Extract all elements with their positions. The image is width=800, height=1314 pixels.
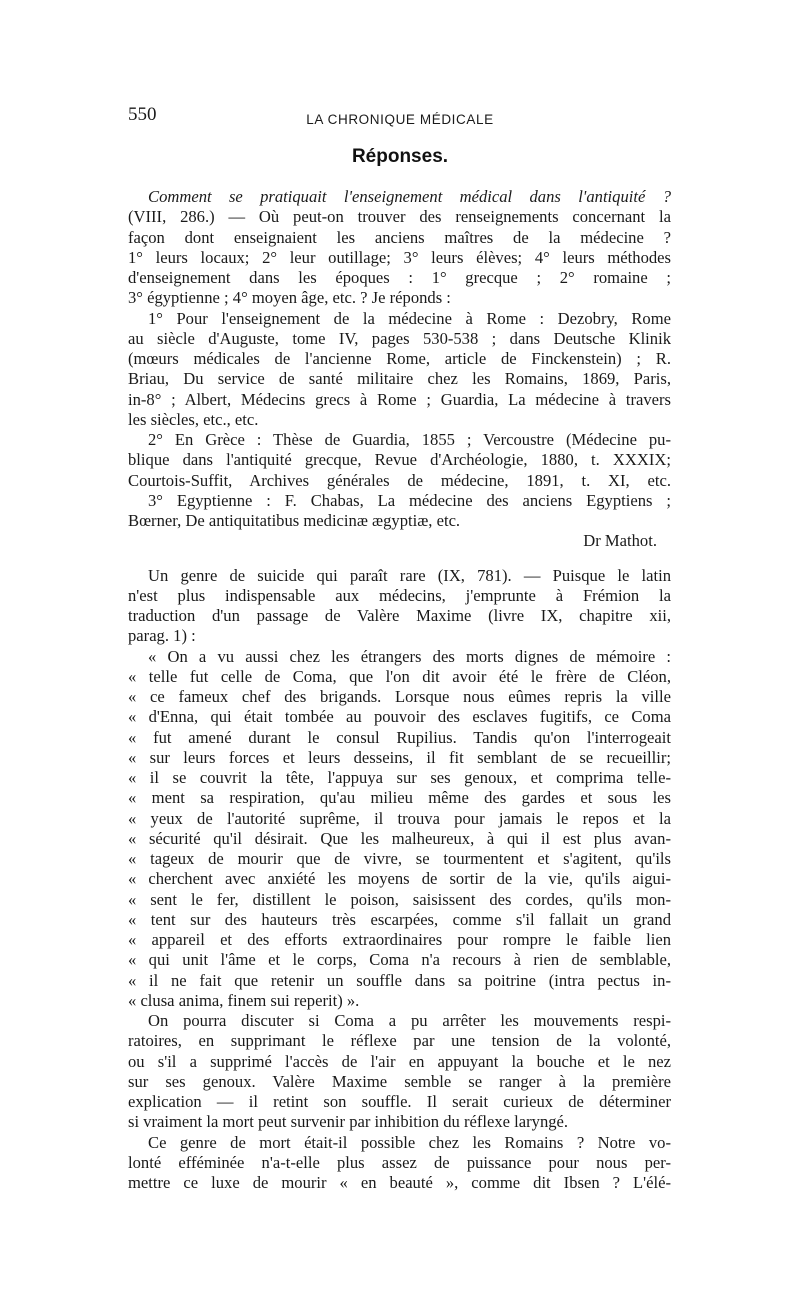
- text-line: « qui unit l'âme et le corps, Coma n'a recours à rien de semblable,: [128, 950, 671, 970]
- text-line: 3° égyptienne ; 4° moyen âge, etc. ? Je réponds :: [128, 288, 451, 308]
- text-line: « fut amené durant le consul Rupilius. Tandis qu'on l'interrogeait: [128, 727, 671, 747]
- text-line: « ce fameux chef des brigands. Lorsque nous eûmes repris la ville: [128, 687, 671, 706]
- text-line: les siècles, etc., etc.: [128, 409, 259, 429]
- text-line: Bœrner, De antiquitatibus medicinæ ægyptiæ, etc.: [128, 511, 461, 530]
- text-line: « il ne fait que retenir un souffle dans sa poitrine (intra pectus in-: [128, 970, 671, 990]
- text-line: si vraiment la mort peut survenir par inhibition du réflexe laryngé.: [128, 1112, 569, 1132]
- text-line: 1° Pour l'enseignement de la médecine à Rome : Dezobry, Rome: [148, 308, 671, 328]
- page-body: [128, 187, 671, 1193]
- text-line: parag. 1) :: [128, 626, 196, 646]
- text-line: n'est plus indispensable aux médecins, j'emprunte à Frémion la: [128, 585, 671, 605]
- text-line: Un genre de suicide qui paraît rare (IX, 781). — Puisque le latin: [148, 565, 671, 585]
- text-line: « appareil et des efforts extraordinaires pour rompre le faible lien: [128, 930, 671, 949]
- text-line: « On a vu aussi chez les étrangers des morts dignes de mémoire :: [148, 646, 671, 666]
- text-line: blique dans l'antiquité grecque, Revue d'Archéologie, 1880, t. XXXIX;: [128, 450, 671, 470]
- text-line: Courtois-Suffit, Archives générales de médecine, 1891, t. XI, etc.: [128, 470, 671, 490]
- text-line: 3° Egyptienne : F. Chabas, La médecine des anciens Egyptiens ;: [148, 490, 671, 510]
- running-title: LA CHRONIQUE MÉDICALE: [306, 112, 494, 127]
- text-line: « yeux de l'autorité suprême, il trouva pour jamais le repos et la: [128, 808, 671, 828]
- text-line: « telle fut celle de Coma, que l'on dit avoir été le frère de Cléon,: [128, 666, 671, 686]
- text-line: d'enseignement dans les époques : 1° grecque ; 2° romaine ;: [128, 268, 671, 287]
- text-line: ratoires, en supprimant le réflexe par une tension de la volonté,: [128, 1031, 671, 1051]
- text-line: « sent le fer, distillent le poison, saisissent des cordes, qu'ils mon-: [128, 889, 671, 909]
- paragraph-gap: [128, 552, 671, 566]
- text-line: façon dont enseignaient les anciens maîtres de la médecine ?: [128, 227, 671, 247]
- text-line: Comment se pratiquait l'enseignement médical dans l'antiquité ?: [148, 187, 671, 206]
- text-line: mettre ce luxe de mourir « en beauté », comme dit Ibsen ? L'élé-: [128, 1173, 671, 1192]
- text-line: in-8° ; Albert, Médecins grecs à Rome ; Guardia, La médecine à travers: [128, 389, 671, 409]
- text-line: Ce genre de mort était-il possible chez les Romains ? Notre vo-: [148, 1132, 671, 1152]
- text-line: au siècle d'Auguste, tome IV, pages 530-538 ; dans Deutsche Klinik: [128, 328, 671, 348]
- text-line: « ment sa respiration, qu'au milieu même des gardes et sous les: [128, 788, 671, 808]
- text-line: « clusa anima, finem sui reperit) ».: [128, 990, 360, 1010]
- text-line: sur ses genoux. Valère Maxime semble se ranger à la première: [128, 1071, 671, 1091]
- text-line: ou s'il a supprimé l'accès de l'air en appuyant la bouche et le nez: [128, 1051, 671, 1071]
- text-line: « tageux de mourir que de vivre, se tourmentent et s'agitent, qu'ils: [128, 849, 671, 868]
- text-line: (mœurs médicales de l'ancienne Rome, article de Finckenstein) ; R.: [128, 349, 671, 368]
- text-line: lonté efféminée n'a-t-elle plus assez de puissance pour nous per-: [128, 1152, 671, 1172]
- page-number: 550: [128, 104, 157, 125]
- signature: Dr Mathot.: [583, 531, 657, 551]
- text-line: (VIII, 286.) — Où peut-on trouver des renseignements concernant la: [128, 207, 671, 227]
- text-line: « sécurité qu'il désirait. Que les malheureux, à qui il est plus avan-: [128, 828, 671, 848]
- text-line: « cherchent avec anxiété les moyens de sortir de la vie, qu'ils aigui-: [128, 869, 671, 889]
- text-line: 2° En Grèce : Thèse de Guardia, 1855 ; Vercoustre (Médecine pu-: [148, 430, 671, 449]
- text-line: On pourra discuter si Coma a pu arrêter les mouvements respi-: [148, 1011, 671, 1030]
- text-line: « d'Enna, qui était tombée au pouvoir des esclaves fugitifs, ce Coma: [128, 707, 671, 727]
- text-line: « il se couvrit la tête, l'appuya sur ses genoux, et comprima telle-: [128, 768, 671, 787]
- section-title: Réponses.: [351, 146, 449, 167]
- text-line: « tent sur des hauteurs très escarpées, comme s'il fallait un grand: [128, 909, 671, 929]
- text-line: Briau, Du service de santé militaire chez les Romains, 1869, Paris,: [128, 369, 671, 389]
- text-line: 1° leurs locaux; 2° leur outillage; 3° leurs élèves; 4° leurs méthodes: [128, 247, 671, 267]
- text-line: traduction d'un passage de Valère Maxime (livre IX, chapitre xii,: [128, 606, 671, 625]
- text-line: explication — il retint son souffle. Il serait curieux de déterminer: [128, 1092, 671, 1111]
- text-line: « sur leurs forces et leurs desseins, il fit semblant de se recueillir;: [128, 747, 671, 767]
